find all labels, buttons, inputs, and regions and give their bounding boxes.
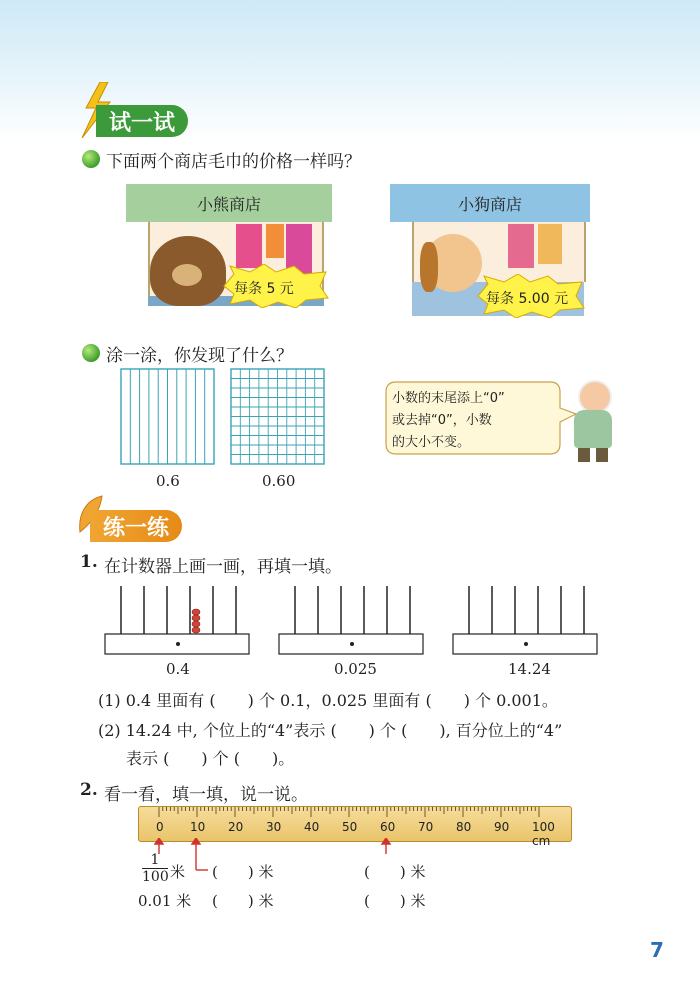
blank-field[interactable]: ( ) 米 (364, 892, 426, 910)
towel-icon (236, 224, 262, 268)
ruler (138, 806, 572, 848)
decimal-value: 0.01 米 (138, 892, 192, 910)
abacus-label: 14.24 (508, 660, 551, 678)
bullet-icon (82, 344, 100, 362)
grid-hundredths (230, 368, 326, 466)
bear-muzzle (172, 264, 202, 286)
towel-icon (266, 224, 284, 258)
towel-icon (538, 224, 562, 264)
question-1: 下面两个商店毛巾的价格一样吗？ (106, 152, 361, 172)
abacus-label: 0.4 (166, 660, 190, 678)
fraction-numerator: 1 (150, 852, 160, 868)
ruler-label: 0 (156, 820, 164, 834)
ruler-label: 100 cm (532, 820, 555, 848)
section-title-practice: 练一练 (90, 510, 182, 542)
ruler-label: 50 (342, 820, 358, 834)
question-2: 涂一涂，你发现了什么？ (106, 346, 293, 366)
ruler-label: 40 (304, 820, 320, 834)
ruler-label: 80 (456, 820, 472, 834)
teacher-icon (568, 380, 618, 464)
grid-a-label: 0.6 (156, 472, 180, 490)
blank-field[interactable]: ( ) 米 (212, 863, 274, 881)
ruler-label: 70 (418, 820, 434, 834)
shop-dog-price: 每条 5.00 元 (486, 291, 569, 307)
exercise-1-line-3: 表示 ( ) 个 ( )。 (126, 749, 295, 768)
exercise-1-line-2: (2) 14.24 中, 个位上的“4”表示 ( ) 个 ( ), 百分位上的“4” (98, 721, 563, 740)
fraction-denominator: 100 (142, 869, 169, 885)
shop-dog-sign: 小狗商店 (390, 184, 590, 222)
grid-tenths (120, 368, 216, 466)
abacus-0-4 (104, 584, 252, 656)
shop-bear-sign: 小熊商店 (126, 184, 332, 222)
fraction-unit: 米 (170, 863, 186, 881)
speech-line: 小数的末尾添上“0” (392, 391, 505, 406)
towel-icon (508, 224, 534, 268)
shop-bear-illustration (126, 184, 332, 314)
shop-dog-illustration (390, 184, 590, 319)
speech-line: 或去掉“0”，小数 (392, 413, 492, 428)
exercise-1-text: 在计数器上画一画，再填一填。 (104, 557, 342, 577)
exercise-2-number: 2. (80, 780, 98, 800)
abacus-label: 0.025 (334, 660, 377, 678)
exercise-1-line-1: (1) 0.4 里面有 ( ) 个 0.1，0.025 里面有 ( ) 个 0.001。 (98, 691, 558, 710)
ruler-label: 90 (494, 820, 510, 834)
ruler-label: 10 (190, 820, 206, 834)
section-title-try: 试一试 (96, 105, 188, 137)
ruler-label: 30 (266, 820, 282, 834)
grid-b-label: 0.60 (262, 472, 296, 490)
exercise-1-number: 1. (80, 552, 98, 572)
page-number: 7 (650, 938, 664, 962)
shop-bear-price: 每条 5 元 (234, 281, 294, 297)
abacus-0-025 (278, 584, 426, 656)
ruler-arrows (150, 838, 400, 878)
ruler-label: 20 (228, 820, 244, 834)
blank-field[interactable]: ( ) 米 (212, 892, 274, 910)
dog-ear (420, 242, 438, 292)
blank-field[interactable]: ( ) 米 (364, 863, 426, 881)
fraction (142, 852, 168, 885)
exercise-2-text: 看一看，填一填，说一说。 (104, 785, 308, 805)
speech-line: 的大小不变。 (392, 435, 471, 450)
bullet-icon (82, 150, 100, 168)
ruler-label: 60 (380, 820, 396, 834)
speech-text (392, 388, 505, 454)
abacus-14-24 (452, 584, 600, 656)
